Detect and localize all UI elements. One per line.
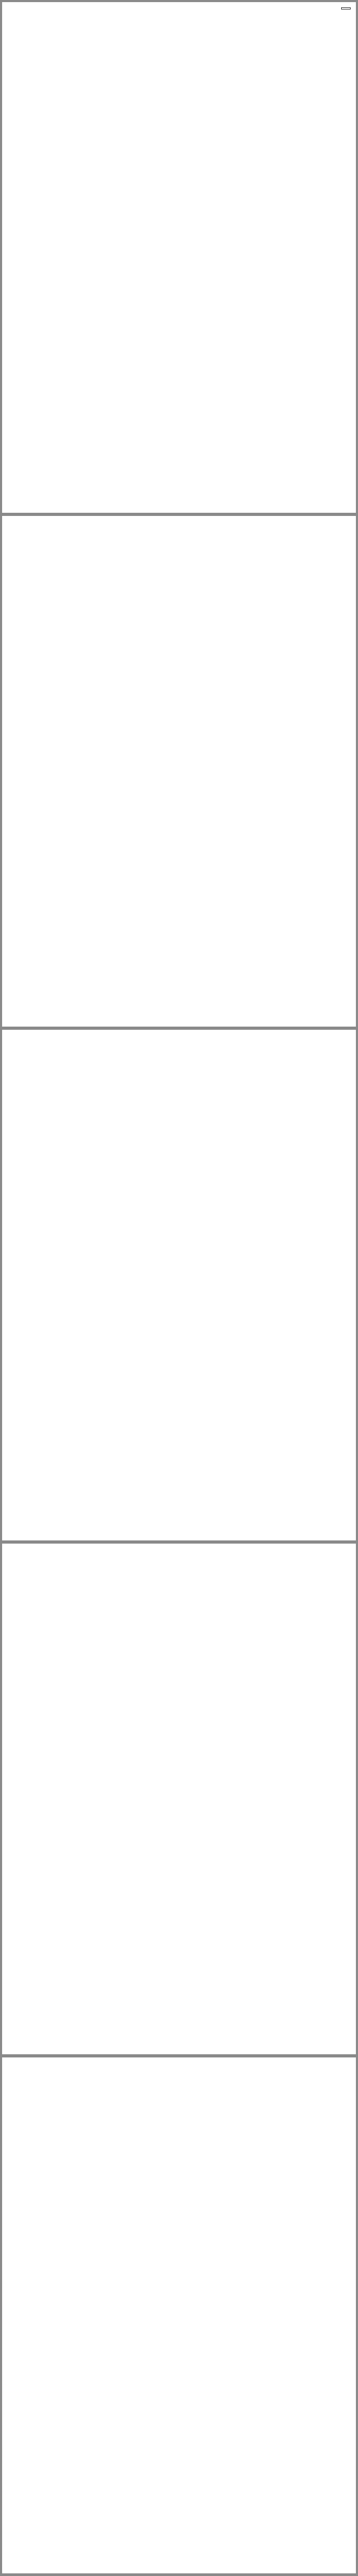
exam-page-2 [2, 516, 356, 1027]
exam-page-1 [2, 2, 356, 513]
exam-page-5 [2, 2057, 356, 2573]
exam-code [341, 7, 351, 9]
exam-page-3 [2, 1030, 356, 1540]
student-info [7, 7, 351, 9]
exam-page-4 [2, 1544, 356, 2054]
